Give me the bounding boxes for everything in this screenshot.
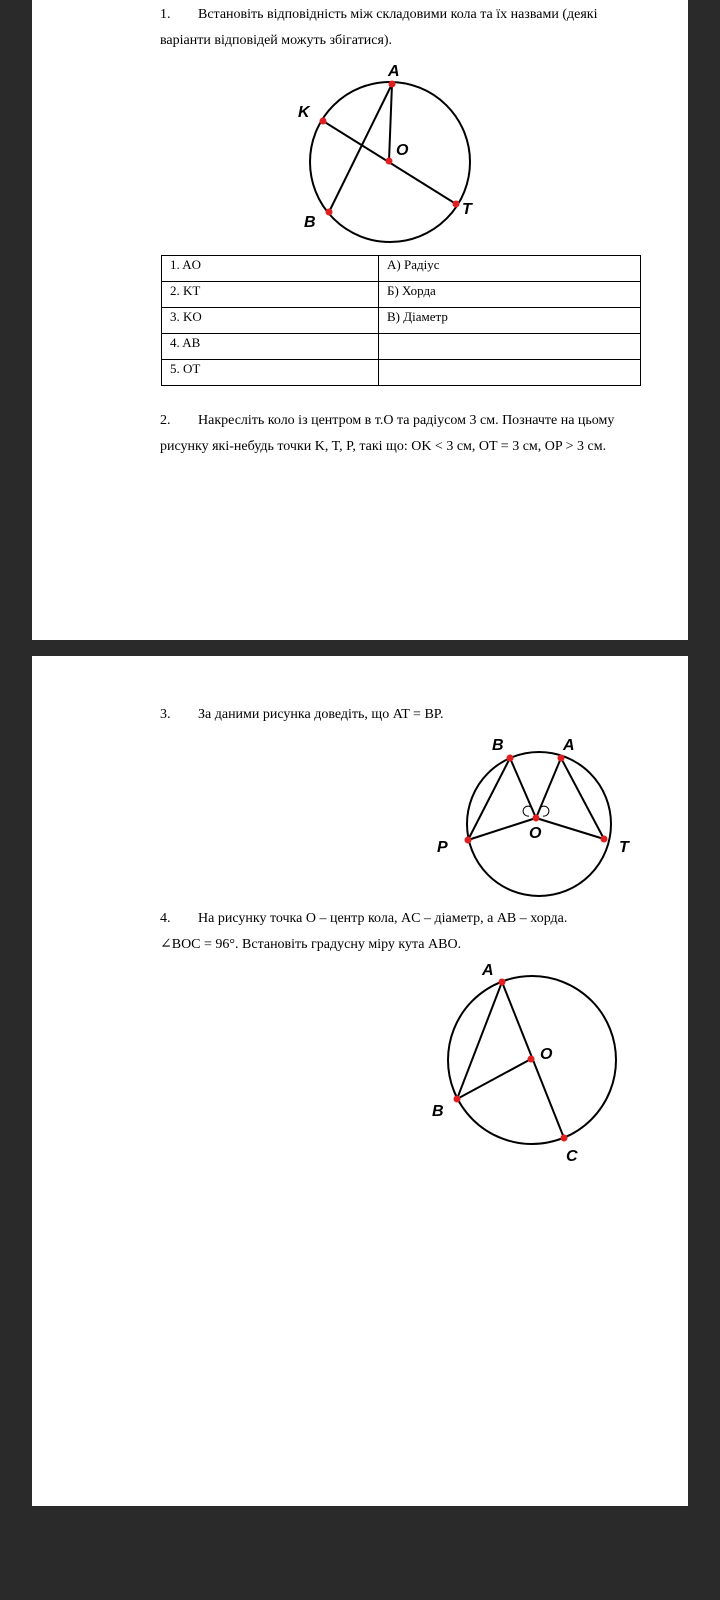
task-1-circle-figure <box>282 55 502 245</box>
table-row <box>162 282 641 308</box>
label-O: O <box>540 1046 553 1063</box>
table-cell-right: А) Радіус <box>379 256 641 282</box>
task-4-circle-figure <box>432 951 662 1165</box>
table-cell-left: 4. AB <box>162 334 379 360</box>
label-A: A <box>388 63 400 80</box>
matching-table <box>161 255 641 386</box>
task-3-circle-figure <box>437 736 667 916</box>
label-A: A <box>482 962 494 979</box>
label-O: O <box>396 142 409 159</box>
task-2-line-2: рисунку які-небудь точки K, T, P, такі що: OK < 3 см, OT = 3 см, OP > 3 см. <box>160 439 607 454</box>
table-cell-right: Б) Хорда <box>379 282 641 308</box>
task-3-number: 3. <box>160 707 171 722</box>
angle-mark-left <box>523 806 533 816</box>
task-2-text <box>160 408 640 460</box>
point-C <box>561 1135 568 1142</box>
point-A <box>389 81 396 88</box>
point-A <box>558 755 565 762</box>
angle-mark-right <box>539 806 549 816</box>
table-cell-left: 2. KT <box>162 282 379 308</box>
table-cell-right <box>379 334 641 360</box>
label-K: K <box>298 104 310 121</box>
label-B: B <box>492 737 504 754</box>
task-3-text <box>160 702 640 728</box>
point-B <box>507 755 514 762</box>
label-T: T <box>462 201 472 218</box>
table-row <box>162 334 641 360</box>
point-K <box>320 118 327 125</box>
point-T <box>601 836 608 843</box>
document-page-1 <box>32 0 688 640</box>
label-A: A <box>563 737 575 754</box>
segment-BO <box>457 1059 531 1099</box>
point-O <box>386 158 393 165</box>
point-P <box>465 837 472 844</box>
table-cell-left: 1. AO <box>162 256 379 282</box>
task-4-number: 4. <box>160 911 171 926</box>
task-1-line-2: варіанти відповідей можуть збігатися). <box>160 33 393 48</box>
label-T: T <box>619 839 629 856</box>
point-B <box>326 209 333 216</box>
table-cell-right: В) Діаметр <box>379 308 641 334</box>
label-B: B <box>304 214 316 231</box>
task-1-line-1: Встановіть відповідність між складовими кола та їх назвами (деякі <box>198 7 598 22</box>
label-P: P <box>437 839 448 856</box>
chord-AB <box>457 982 502 1099</box>
point-A <box>499 979 506 986</box>
table-row <box>162 360 641 386</box>
table-cell-left: 5. OT <box>162 360 379 386</box>
task-2-line-1: Накресліть коло із центром в т.O та радіусом 3 см. Позначте на цьому <box>198 413 615 428</box>
task-4-line-2: ∠BOC = 96°. Встановіть градусну міру кута ABO. <box>160 937 462 952</box>
point-B <box>454 1096 461 1103</box>
table-row <box>162 256 641 282</box>
label-B: B <box>432 1103 444 1120</box>
circle <box>467 752 611 896</box>
task-2-number: 2. <box>160 413 171 428</box>
label-O: O <box>529 825 542 842</box>
task-1-number: 1. <box>160 7 171 22</box>
segment-AO <box>389 84 392 161</box>
point-O <box>528 1056 535 1063</box>
task-3-line: За даними рисунка доведіть, що AT = BP. <box>198 707 444 722</box>
label-C: C <box>566 1148 578 1165</box>
task-1-text <box>160 2 640 54</box>
task-4-line-1: На рисунку точка O – центр кола, AC – діаметр, а AB – хорда. <box>198 911 568 926</box>
table-row <box>162 308 641 334</box>
table-cell-left: 3. KO <box>162 308 379 334</box>
point-T <box>453 201 460 208</box>
document-page-2 <box>32 656 688 1506</box>
point-O <box>533 815 540 822</box>
chord-AB <box>329 84 392 212</box>
table-cell-right <box>379 360 641 386</box>
